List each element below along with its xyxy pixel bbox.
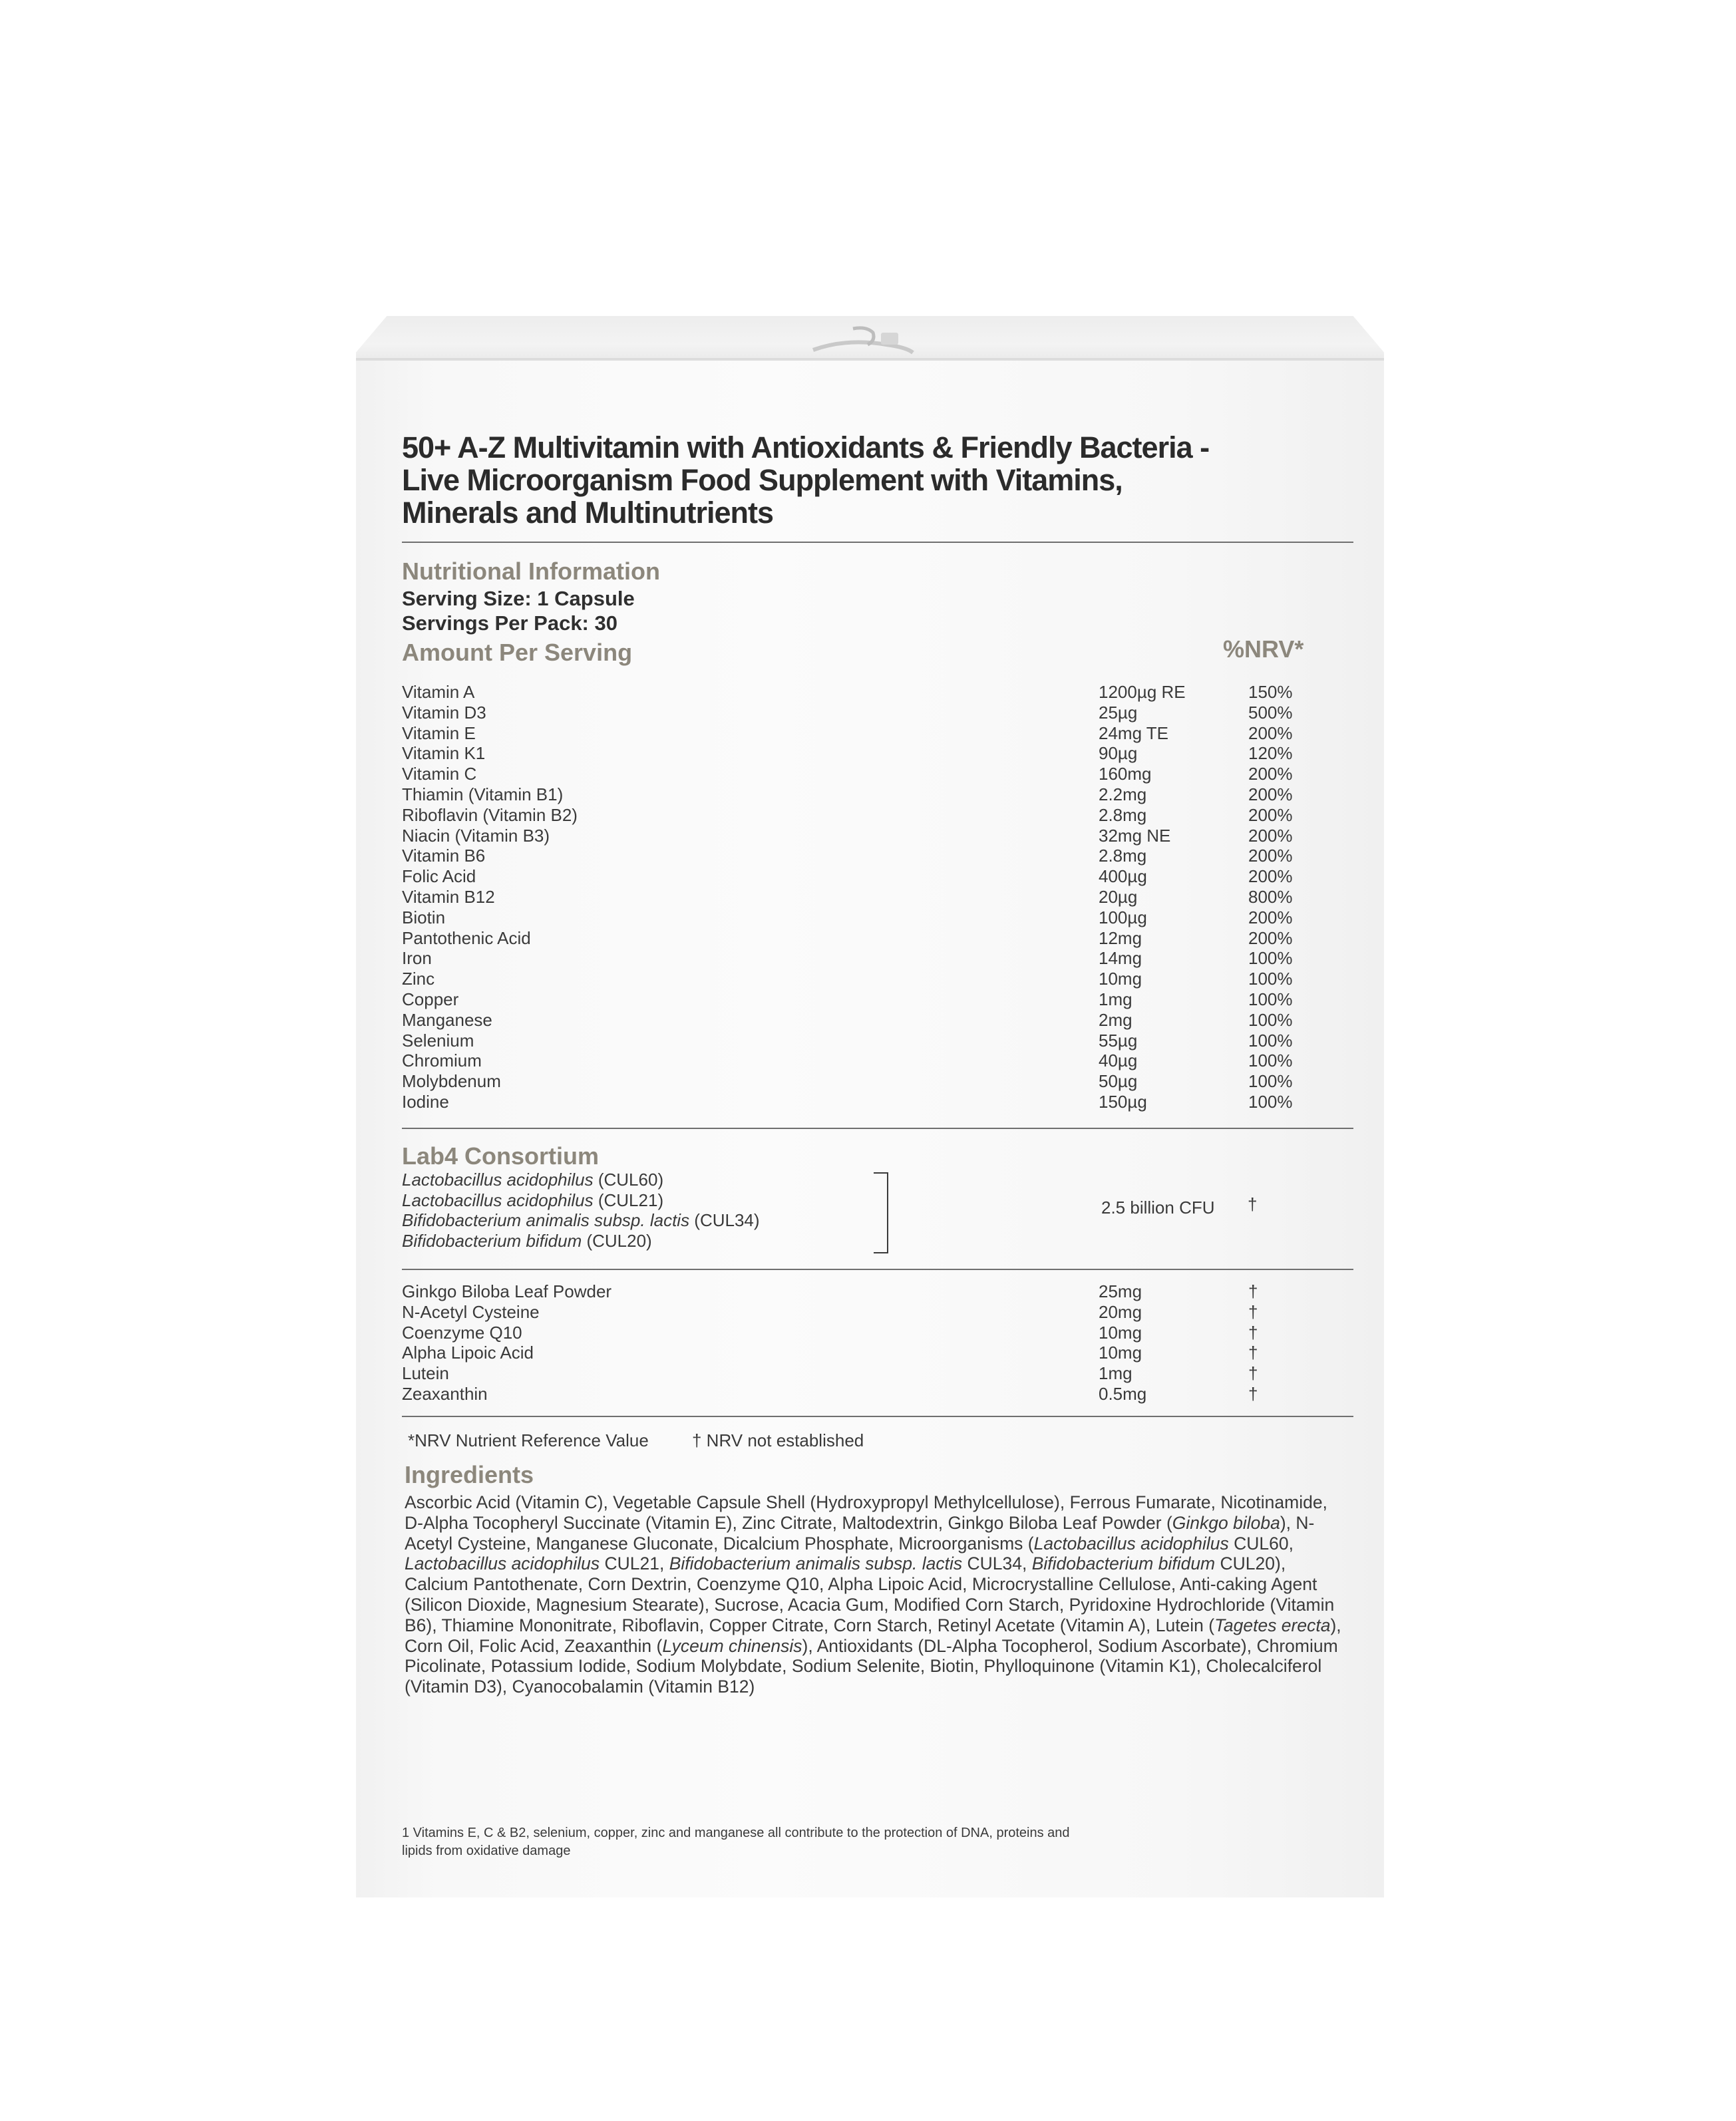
row-amount: 10mg bbox=[1099, 1343, 1142, 1363]
row-nrv: 100% bbox=[1248, 1091, 1293, 1112]
ingredient-latin-name: Lactobacillus acidophilus bbox=[1033, 1533, 1229, 1553]
ingredient-text-segment: ), Corn Oil, Folic Acid, Zeaxanthin ( bbox=[405, 1615, 1341, 1656]
table-row bbox=[402, 928, 1353, 949]
ingredient-text-segment: CUL21, bbox=[600, 1553, 669, 1574]
row-nrv: † bbox=[1248, 1383, 1258, 1404]
row-nrv: 200% bbox=[1248, 784, 1293, 804]
row-nrv: 200% bbox=[1248, 825, 1293, 846]
row-name: Chromium bbox=[402, 1051, 482, 1071]
row-name: Folic Acid bbox=[402, 866, 476, 887]
strain-code: (CUL60) bbox=[593, 1170, 664, 1190]
ingredient-latin-name: Lyceum chinensis bbox=[662, 1635, 802, 1656]
row-amount: 32mg NE bbox=[1099, 825, 1171, 846]
row-name: Zeaxanthin bbox=[402, 1383, 488, 1404]
table-row bbox=[402, 1031, 1353, 1051]
lab4-nrv: † bbox=[1248, 1194, 1258, 1214]
strain-code: (CUL20) bbox=[582, 1230, 652, 1251]
row-name: Iron bbox=[402, 948, 432, 969]
title-line-2: Live Microorganism Food Supplement with Vitamins, bbox=[402, 463, 1123, 497]
ingredient-latin-name: Bifidobacterium animalis subsp. lactis bbox=[669, 1553, 963, 1574]
ingredient-latin-name: Tagetes erecta bbox=[1214, 1615, 1331, 1635]
table-row bbox=[402, 907, 1353, 928]
row-nrv: 120% bbox=[1248, 743, 1293, 764]
ingredients-heading: Ingredients bbox=[405, 1461, 534, 1488]
row-amount: 20µg bbox=[1099, 886, 1138, 907]
row-amount: 20mg bbox=[1099, 1301, 1142, 1322]
row-amount: 50µg bbox=[1099, 1071, 1138, 1092]
strain-species: Lactobacillus acidophilus bbox=[402, 1190, 594, 1210]
row-nrv: 200% bbox=[1248, 907, 1293, 927]
ingredient-text-segment: ), Antioxidants (DL-Alpha Tocopherol, Sodium Ascorbate), Chromium Picolinate, Potassium Iodide, Sodium Molybdate, Sodium Selenite, Biotin, Phylloquinone (Vitamin K1), Cholecalciferol (Vitamin D3), Cyanocobalamin (Vitamin B12) bbox=[405, 1635, 1338, 1697]
product-title bbox=[402, 431, 1353, 529]
divider bbox=[402, 1128, 1353, 1129]
table-row bbox=[402, 1092, 1353, 1112]
ingredient-text-segment: ), N-Acetyl Cysteine, Manganese Gluconate, Dicalcium Phosphate, Microorganisms ( bbox=[405, 1512, 1315, 1553]
row-nrv: † bbox=[1248, 1363, 1258, 1384]
strain-item bbox=[402, 1170, 760, 1190]
table-row bbox=[402, 887, 1353, 907]
row-amount: 0.5mg bbox=[1099, 1383, 1147, 1404]
row-amount: 2.2mg bbox=[1099, 784, 1147, 804]
strain-code: (CUL21) bbox=[593, 1190, 664, 1210]
divider bbox=[402, 1416, 1353, 1417]
row-nrv: 800% bbox=[1248, 886, 1293, 907]
strain-code: (CUL34) bbox=[689, 1210, 760, 1230]
strain-item bbox=[402, 1210, 760, 1231]
table-row bbox=[402, 969, 1353, 989]
divider bbox=[402, 1269, 1353, 1270]
row-name: Niacin (Vitamin B3) bbox=[402, 825, 550, 846]
row-nrv: 200% bbox=[1248, 866, 1293, 887]
row-nrv: 200% bbox=[1248, 846, 1293, 866]
table-row bbox=[402, 948, 1353, 969]
row-name: Iodine bbox=[402, 1091, 449, 1112]
row-amount: 90µg bbox=[1099, 743, 1138, 764]
row-name: Biotin bbox=[402, 907, 446, 927]
row-amount: 400µg bbox=[1099, 866, 1147, 887]
divider bbox=[402, 542, 1353, 543]
row-amount: 25mg bbox=[1099, 1281, 1142, 1301]
table-row bbox=[402, 989, 1353, 1010]
row-amount: 160mg bbox=[1099, 764, 1152, 784]
table-row bbox=[402, 764, 1353, 784]
row-nrv: 200% bbox=[1248, 764, 1293, 784]
ingredient-latin-name: Lactobacillus acidophilus bbox=[405, 1553, 600, 1574]
row-amount: 2.8mg bbox=[1099, 804, 1147, 825]
table-row bbox=[402, 846, 1353, 866]
table-row bbox=[402, 682, 1353, 703]
table-row bbox=[402, 1010, 1353, 1031]
ingredient-latin-name: Ginkgo biloba bbox=[1172, 1512, 1280, 1533]
row-amount: 14mg bbox=[1099, 948, 1142, 969]
row-name: Ginkgo Biloba Leaf Powder bbox=[402, 1281, 612, 1301]
row-amount: 10mg bbox=[1099, 1322, 1142, 1343]
row-amount: 150µg bbox=[1099, 1091, 1147, 1112]
strain-species: Bifidobacterium animalis subsp. lactis bbox=[402, 1210, 690, 1230]
nrv-note: *NRV Nutrient Reference Value bbox=[408, 1430, 649, 1450]
row-name: Coenzyme Q10 bbox=[402, 1322, 522, 1343]
row-nrv: † bbox=[1248, 1281, 1258, 1301]
row-amount: 25µg bbox=[1099, 702, 1138, 723]
strain-species: Bifidobacterium bifidum bbox=[402, 1230, 582, 1251]
row-nrv: 500% bbox=[1248, 702, 1293, 723]
row-nrv: 100% bbox=[1248, 1071, 1293, 1092]
table-row bbox=[402, 1051, 1353, 1071]
row-amount: 1mg bbox=[1099, 1363, 1132, 1384]
row-name: Vitamin B12 bbox=[402, 886, 495, 907]
nutrition-heading: Nutritional Information bbox=[402, 558, 660, 585]
table-row bbox=[402, 826, 1353, 846]
row-name: Copper bbox=[402, 989, 459, 1009]
strain-item bbox=[402, 1231, 760, 1251]
row-nrv: 100% bbox=[1248, 989, 1293, 1009]
table-row bbox=[402, 1363, 1353, 1384]
nutrient-table bbox=[402, 682, 1353, 1112]
row-amount: 55µg bbox=[1099, 1030, 1138, 1051]
title-line-3: Minerals and Multinutrients bbox=[402, 496, 774, 530]
table-row bbox=[402, 1343, 1353, 1363]
row-name: N-Acetyl Cysteine bbox=[402, 1301, 540, 1322]
nrv-heading: %NRV* bbox=[1223, 635, 1304, 663]
table-row bbox=[402, 1281, 1353, 1302]
row-amount: 2mg bbox=[1099, 1009, 1132, 1030]
row-nrv: † bbox=[1248, 1322, 1258, 1343]
row-nrv: 150% bbox=[1248, 682, 1293, 702]
row-name: Vitamin E bbox=[402, 723, 476, 743]
other-ingredients-table bbox=[402, 1281, 1353, 1404]
ingredient-text-segment: CUL20), Calcium Pantothenate, Corn Dextrin, Coenzyme Q10, Alpha Lipoic Acid, Microcrystalline Cellulose, Anti-caking Agent (Silicon Dioxide, Magnesium Stearate), Sucrose, Acacia Gum, Modified Corn Starch, Pyridoxine Hydrochloride (Vitamin B6), Thiamine Mononitrate, Riboflavin, Copper Citrate, Corn Starch, Retinyl Acetate (Vitamin A), Lutein ( bbox=[405, 1553, 1335, 1635]
row-nrv: 200% bbox=[1248, 804, 1293, 825]
row-nrv: 100% bbox=[1248, 948, 1293, 969]
table-row bbox=[402, 1071, 1353, 1092]
row-name: Vitamin D3 bbox=[402, 702, 486, 723]
strain-item bbox=[402, 1190, 760, 1211]
row-name: Lutein bbox=[402, 1363, 449, 1384]
table-row bbox=[402, 1384, 1353, 1404]
row-name: Manganese bbox=[402, 1009, 492, 1030]
row-name: Thiamin (Vitamin B1) bbox=[402, 784, 564, 804]
row-name: Zinc bbox=[402, 969, 435, 989]
ingredient-text-segment: CUL60, bbox=[1228, 1533, 1294, 1553]
row-nrv: † bbox=[1248, 1301, 1258, 1322]
servings-per-pack: Servings Per Pack: 30 bbox=[402, 611, 617, 635]
table-row bbox=[402, 784, 1353, 805]
title-line-1: 50+ A-Z Multivitamin with Antioxidants & Friendly Bacteria - bbox=[402, 430, 1210, 464]
row-nrv: 100% bbox=[1248, 1051, 1293, 1071]
table-row bbox=[402, 866, 1353, 887]
footnote-line-1: 1 Vitamins E, C & B2, selenium, copper, zinc and manganese all contribute to the protection of DNA, proteins and bbox=[402, 1826, 1070, 1840]
table-row bbox=[402, 703, 1353, 723]
row-nrv: 100% bbox=[1248, 1009, 1293, 1030]
row-amount: 12mg bbox=[1099, 927, 1142, 948]
row-name: Selenium bbox=[402, 1030, 474, 1051]
ingredient-latin-name: Bifidobacterium bifidum bbox=[1031, 1553, 1216, 1574]
row-name: Alpha Lipoic Acid bbox=[402, 1343, 534, 1363]
row-name: Vitamin C bbox=[402, 764, 477, 784]
row-amount: 1200µg RE bbox=[1099, 682, 1186, 702]
footnote bbox=[402, 1824, 1070, 1860]
strain-species: Lactobacillus acidophilus bbox=[402, 1170, 594, 1190]
row-nrv: 200% bbox=[1248, 723, 1293, 743]
row-name: Riboflavin (Vitamin B2) bbox=[402, 804, 578, 825]
row-amount: 10mg bbox=[1099, 969, 1142, 989]
row-amount: 1mg bbox=[1099, 989, 1132, 1009]
serving-size: Serving Size: 1 Capsule bbox=[402, 587, 635, 610]
row-name: Molybdenum bbox=[402, 1071, 501, 1092]
row-amount: 24mg TE bbox=[1099, 723, 1169, 743]
row-nrv: 200% bbox=[1248, 927, 1293, 948]
ingredient-text-segment: CUL34, bbox=[962, 1553, 1032, 1574]
ingredients-text bbox=[405, 1492, 1349, 1697]
amount-per-serving-heading: Amount Per Serving bbox=[402, 639, 633, 666]
table-row bbox=[402, 1323, 1353, 1343]
lab4-heading: Lab4 Consortium bbox=[402, 1142, 600, 1170]
row-amount: 2.8mg bbox=[1099, 846, 1147, 866]
brand-logo-icon bbox=[806, 323, 920, 357]
row-amount: 100µg bbox=[1099, 907, 1147, 927]
lab4-strain-list bbox=[402, 1170, 760, 1251]
row-name: Vitamin B6 bbox=[402, 846, 486, 866]
row-name: Vitamin A bbox=[402, 682, 475, 702]
lab4-amount: 2.5 billion CFU bbox=[1101, 1198, 1215, 1218]
strain-bracket bbox=[874, 1172, 888, 1253]
row-nrv: † bbox=[1248, 1343, 1258, 1363]
table-row bbox=[402, 743, 1353, 764]
row-name: Pantothenic Acid bbox=[402, 927, 531, 948]
dagger-note: † NRV not established bbox=[692, 1430, 864, 1450]
table-row bbox=[402, 1302, 1353, 1323]
table-row bbox=[402, 723, 1353, 744]
row-nrv: 100% bbox=[1248, 1030, 1293, 1051]
footnote-line-2: lipids from oxidative damage bbox=[402, 1844, 571, 1858]
row-name: Vitamin K1 bbox=[402, 743, 486, 764]
ingredient-text-segment: Ascorbic Acid (Vitamin C), Vegetable Capsule Shell (Hydroxypropyl Methylcellulose), Ferrous Fumarate, Nicotinamide, D-Alpha Tocopheryl Succinate (Vitamin E), Zinc Citrate, Maltodextrin, Ginkgo Biloba Leaf Powder ( bbox=[405, 1492, 1327, 1533]
table-row bbox=[402, 805, 1353, 826]
row-nrv: 100% bbox=[1248, 969, 1293, 989]
row-amount: 40µg bbox=[1099, 1051, 1138, 1071]
